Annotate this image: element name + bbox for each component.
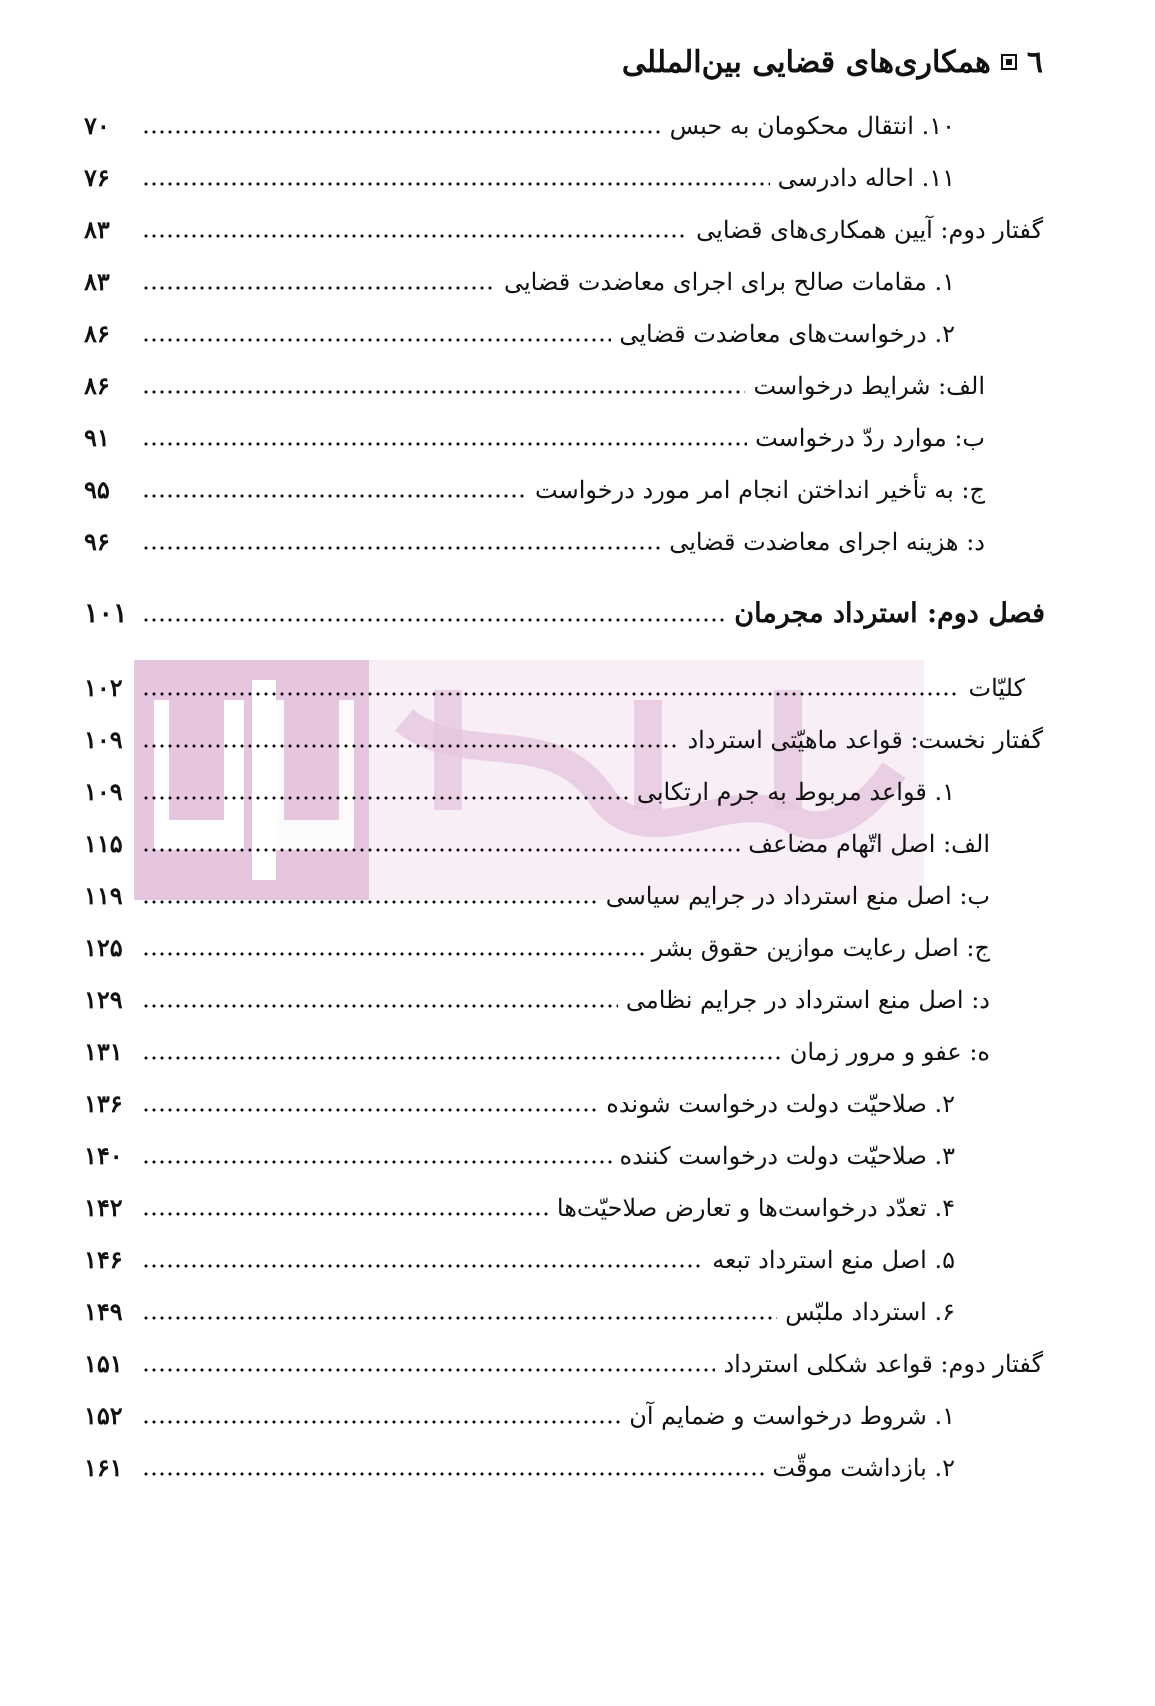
- toc-entry[interactable]: ۵. اصل منع استرداد تبعه ۱۴۶: [84, 1245, 955, 1274]
- toc-entry[interactable]: ۱. شروط درخواست و ضمایم آن ۱۵۲: [84, 1401, 955, 1430]
- toc-entry[interactable]: د: هزینه اجرای معاضدت قضایی ۹۶: [84, 527, 985, 556]
- toc-entry[interactable]: گفتار دوم: قواعد شکلی استرداد ۱۵۱: [84, 1349, 1043, 1378]
- toc-entry[interactable]: کلیّات ۱۰۲: [84, 673, 1025, 702]
- toc-entry[interactable]: ۲. درخواست‌های معاضدت قضایی ۸۶: [84, 319, 955, 348]
- toc-entry[interactable]: د: اصل منع استرداد در جرایم نظامی ۱۲۹: [84, 985, 990, 1014]
- toc-entry[interactable]: ۳. صلاحیّت دولت درخواست کننده ۱۴۰: [84, 1141, 955, 1170]
- toc-entry[interactable]: ب: اصل منع استرداد در جرایم سیاسی ۱۱۹: [84, 881, 990, 910]
- toc-entry[interactable]: ۱۰. انتقال محکومان به حبس ۷۰: [84, 111, 955, 140]
- running-title: همکاری‌های قضایی بین‌المللی: [621, 44, 991, 80]
- toc-entry[interactable]: ۲. صلاحیّت دولت درخواست شونده ۱۳۶: [84, 1089, 955, 1118]
- toc-entry[interactable]: ب: موارد ردّ درخواست ۹۱: [84, 423, 985, 452]
- toc-chapter-entry[interactable]: فصل دوم: استرداد مجرمان ۱۰۱: [84, 598, 1045, 629]
- toc-entry[interactable]: ج: به تأخیر انداختن انجام امر مورد درخواست ۹۵: [84, 475, 985, 504]
- toc-entry[interactable]: ۱. مقامات صالح برای اجرای معاضدت قضایی ۸۳: [84, 267, 955, 296]
- toc-entry[interactable]: ۲. بازداشت موقّت ۱۶۱: [84, 1453, 955, 1482]
- toc-entry[interactable]: ج: اصل رعایت موازین حقوق بشر ۱۲۵: [84, 933, 990, 962]
- toc-entry[interactable]: ۱. قواعد مربوط به جرم ارتکابی ۱۰۹: [84, 777, 955, 806]
- toc-entry[interactable]: گفتار نخست: قواعد ماهیّتی استرداد ۱۰۹: [84, 725, 1043, 754]
- toc-entry[interactable]: الف: اصل اتّهام مضاعف ۱۱۵: [84, 829, 990, 858]
- toc-entry[interactable]: الف: شرایط درخواست ۸۶: [84, 371, 985, 400]
- toc-entry[interactable]: ۱۱. احاله دادرسی ۷۶: [84, 163, 955, 192]
- toc-entry[interactable]: ه: عفو و مرور زمان ۱۳۱: [84, 1037, 990, 1066]
- toc-entry[interactable]: گفتار دوم: آیین همکاری‌های قضایی ۸۳: [84, 215, 1043, 244]
- toc-entry[interactable]: ۶. استرداد ملبّس ۱۴۹: [84, 1297, 955, 1326]
- page-number: ٦: [1026, 44, 1043, 80]
- toc-entry[interactable]: ۴. تعدّد درخواست‌ها و تعارض صلاحیّت‌ها ۱۴۲: [84, 1193, 955, 1222]
